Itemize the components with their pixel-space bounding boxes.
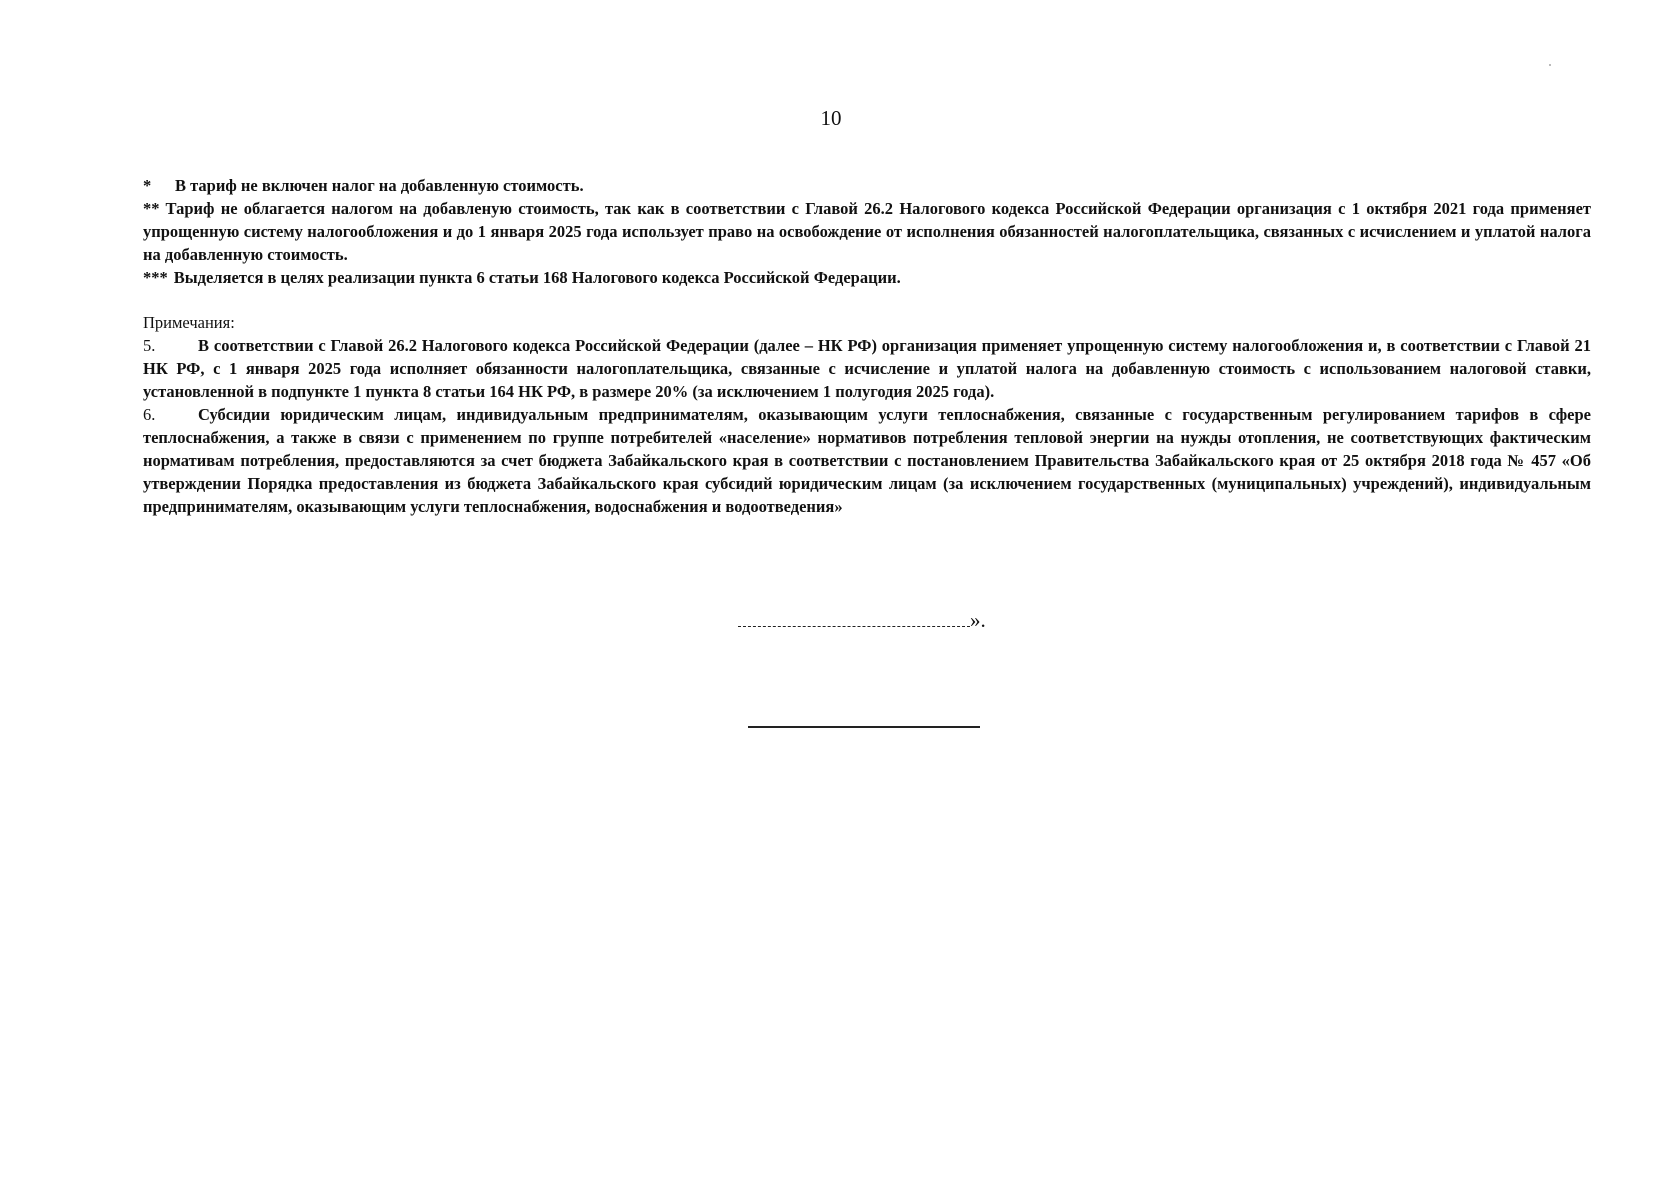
footnote-mark: * bbox=[143, 176, 152, 195]
document-body bbox=[143, 174, 1591, 518]
notes-title: Примечания: bbox=[143, 313, 235, 332]
note-6 bbox=[143, 403, 1591, 518]
footnote-text: Выделяется в целях реализации пункта 6 статьи 168 Налогового кодекса Российской Федерации. bbox=[173, 268, 901, 287]
note-5 bbox=[143, 334, 1591, 403]
footnote-1 bbox=[143, 174, 1591, 197]
closing-quote: ». bbox=[970, 608, 986, 632]
note-text: В соответствии с Главой 26.2 Налогового кодекса Российской Федерации (далее – НК РФ) организация применяет упрощенную систему налогообложения и, в соответствии с Главой 21 НК РФ, с 1 января 2025 года исполняет обязанности налогоплательщика, связанные с исчисление и уплатой налога на добавленную стоимость с использованием налоговой ставки, установленной в подпункте 1 пункта 8 статьи 164 НК РФ, в размере 20% (за исключением 1 полугодия 2025 года). bbox=[143, 336, 1591, 401]
note-text: Субсидии юридическим лицам, индивидуальным предпринимателям, оказывающим услуги теплоснабжения, связанные с государственным регулированием тарифов в сфере теплоснабжения, а также в связи с применением по группе потребителей «население» нормативов потребления тепловой энергии на нужды отопления, не соответствующих фактическим нормативам потребления, предоставляются за счет бюджета Забайкальского края в соответствии с постановлением Правительства Забайкальского края от 25 октября 2018 года № 457 «Об утверждении Порядка предоставления из бюджета Забайкальского края субсидий юридическим лицам (за исключением государственных (муниципальных) учреждений), индивидуальным предпринимателям, оказывающим услуги теплоснабжения, водоснабжения и водоотведения» bbox=[143, 405, 1591, 516]
closing-line bbox=[738, 608, 986, 633]
footnote-2 bbox=[143, 197, 1591, 266]
note-number: 5. bbox=[143, 336, 156, 355]
signature-blank bbox=[738, 612, 970, 627]
footnote-text: Тариф не облагается налогом на добавленую стоимость, так как в соответствии с Главой 26.2 Налогового кодекса Российской Федерации организация с 1 октября 2021 года применяет упрощенную систему налогообложения и до 1 января 2025 года использует право на освобождение от исполнения обязанностей налогоплательщика, связанных с исчислением и уплатой налога на добавленную стоимость. bbox=[143, 199, 1591, 264]
page-number: 10 bbox=[820, 106, 842, 130]
footnote-3 bbox=[143, 266, 1591, 289]
footnote-mark: ** bbox=[143, 199, 160, 218]
footnote-mark: *** bbox=[143, 268, 168, 287]
scan-speck bbox=[1549, 64, 1551, 66]
footnote-text: В тариф не включен налог на добавленную стоимость. bbox=[175, 176, 584, 195]
end-divider bbox=[748, 726, 980, 728]
note-number: 6. bbox=[143, 405, 156, 424]
